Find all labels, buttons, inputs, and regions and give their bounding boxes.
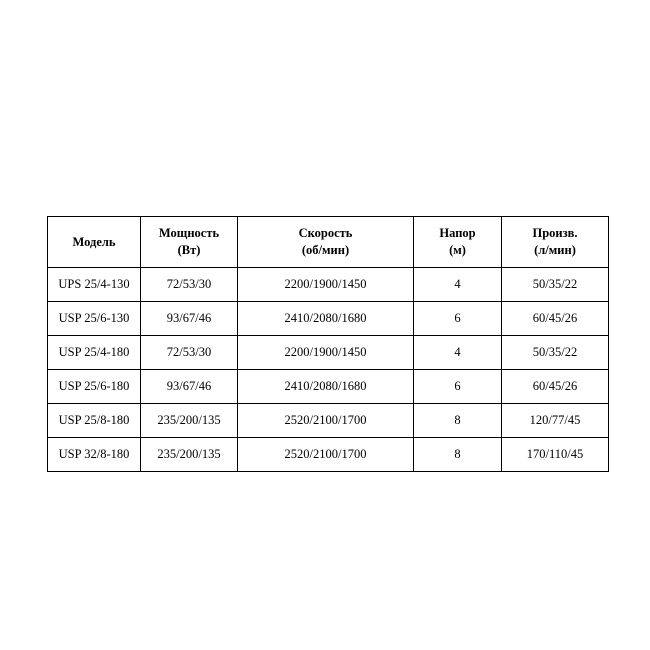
cell-model: UPS 25/4-130	[48, 268, 141, 302]
table-row	[48, 336, 609, 370]
cell-model: USP 25/4-180	[48, 336, 141, 370]
column-header-flow-line2: (л/мин)	[534, 243, 576, 257]
column-header-model-line1: Модель	[72, 234, 116, 249]
cell-head: 4	[414, 268, 502, 302]
cell-speed: 2200/1900/1450	[238, 268, 414, 302]
cell-power: 93/67/46	[141, 302, 238, 336]
cell-flow: 50/35/22	[502, 336, 609, 370]
column-header-speed-line1: Скорость	[298, 226, 353, 241]
column-header-flow-line1: Произв.	[532, 226, 578, 241]
cell-power: 235/200/135	[141, 404, 238, 438]
table-body	[48, 268, 609, 472]
column-header-power-line2: (Вт)	[177, 243, 201, 257]
table-header	[48, 217, 609, 268]
cell-flow: 60/45/26	[502, 302, 609, 336]
column-header-head-line2: (м)	[449, 243, 466, 257]
column-header-speed-line2: (об/мин)	[301, 243, 350, 257]
cell-model: USP 25/8-180	[48, 404, 141, 438]
column-header-speed	[238, 217, 414, 268]
table-row	[48, 370, 609, 404]
cell-speed: 2520/2100/1700	[238, 404, 414, 438]
cell-speed: 2410/2080/1680	[238, 370, 414, 404]
table-row	[48, 404, 609, 438]
cell-head: 6	[414, 302, 502, 336]
cell-power: 72/53/30	[141, 268, 238, 302]
column-header-model	[48, 217, 141, 268]
table-row	[48, 302, 609, 336]
cell-flow: 60/45/26	[502, 370, 609, 404]
cell-power: 72/53/30	[141, 336, 238, 370]
cell-flow: 120/77/45	[502, 404, 609, 438]
cell-model: USP 32/8-180	[48, 438, 141, 472]
cell-power: 235/200/135	[141, 438, 238, 472]
cell-speed: 2410/2080/1680	[238, 302, 414, 336]
cell-model: USP 25/6-130	[48, 302, 141, 336]
cell-head: 8	[414, 404, 502, 438]
specifications-table	[47, 216, 609, 472]
cell-flow: 170/110/45	[502, 438, 609, 472]
cell-power: 93/67/46	[141, 370, 238, 404]
cell-model: USP 25/6-180	[48, 370, 141, 404]
cell-head: 4	[414, 336, 502, 370]
column-header-flow	[502, 217, 609, 268]
column-header-head-line1: Напор	[439, 226, 476, 241]
specifications-table-container	[47, 216, 603, 472]
cell-head: 6	[414, 370, 502, 404]
table-row	[48, 438, 609, 472]
table-header-row	[48, 217, 609, 268]
column-header-power-line1: Мощность	[158, 226, 220, 241]
cell-speed: 2200/1900/1450	[238, 336, 414, 370]
cell-head: 8	[414, 438, 502, 472]
cell-flow: 50/35/22	[502, 268, 609, 302]
column-header-power	[141, 217, 238, 268]
column-header-head	[414, 217, 502, 268]
table-row	[48, 268, 609, 302]
cell-speed: 2520/2100/1700	[238, 438, 414, 472]
